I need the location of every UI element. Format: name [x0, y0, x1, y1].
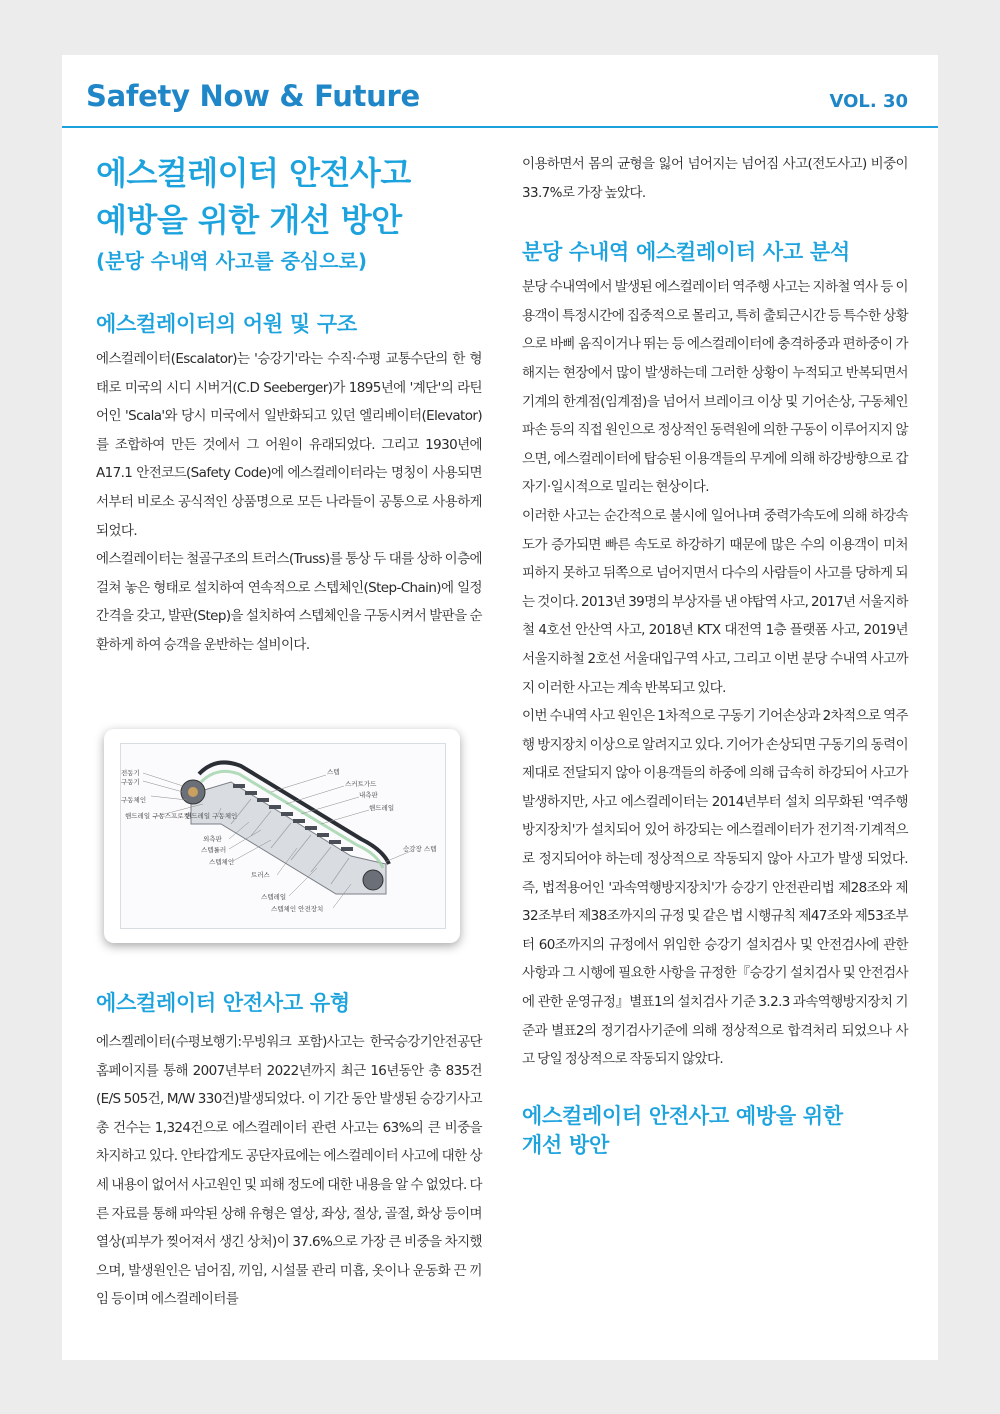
- section-heading-prevention: [522, 1102, 908, 1160]
- label-outer-panel: 외측판: [203, 835, 222, 843]
- article-subtitle: (분당 수내역 사고를 중심으로): [96, 249, 368, 273]
- escalator-structure-figure: [104, 729, 460, 943]
- label-handrail: 핸드레일: [369, 804, 395, 812]
- label-handrail-sprocket: 핸드레일 구동스프로킷: [125, 812, 190, 820]
- section-heading-origin: 에스컬레이터의 어원 및 구조: [96, 312, 357, 336]
- label-landing-step: 승강장 스텝: [403, 845, 437, 853]
- paragraph-origin-1: 에스컬레이터(Escalator)는 '승강기'라는 수직·수평 교통수단의 한 형태로 미국의 시디 시버거(C.D Seeberger)가 1895년에 '계단'의 라틴어인 'Scala'와 당시 미국에서 일반화되고 있던 엘리베이터(Elevator)를 조합하여 만든 것에서 그 어원이 유래되었다. 그리고 1930년에 A17.1 안전코드(Safety Code)에 에스컬레이터라는 명칭이 사용되면서부터 비로소 공식적인 상품명으로 모든 나라들이 공통으로 사용하게 되었다.: [96, 351, 482, 539]
- section-heading-analysis: 분당 수내역 에스컬레이터 사고 분석: [522, 240, 850, 265]
- article-title: [96, 150, 482, 244]
- section-heading-prevention-line2: 개선 방안: [522, 1132, 609, 1157]
- paragraph-types-1: 에스켈레이터(수평보행기:무빙워크 포함)사고는 한국승강기안전공단 홈페이지를 통해 2007년부터 2022년까지 최근 16년동안 총 835건(E/S 505건, M/W 330건)발생되었다. 이 기간 동안 발생된 승강기사고 총 건수는 1,324건으로 에스컬레이터 관련 사고는 63%의 큰 비중을 차지하고 있다. 안타깝게도 공단자료에는 에스컬레이터 사고에 대한 상세 내용이 없어서 사고원인 및 피해 정도에 대한 내용을 알 수 없었다. 다른 자료를 통해 파악된 상해 유형은 열상, 좌상, 절상, 골절, 화상 등이며 열상(피부가 찢어져서 생긴 상처)이 37.6%으로 가장 큰 비중을 차지했으며, 발생원인은 넘어짐, 끼임, 시설물 관리 미흡, 옷이나 운동화 끈 끼임 등이며 에스컬레이터를: [96, 1034, 482, 1308]
- figure-canvas: [120, 743, 446, 929]
- section-heading-prevention-line1: 에스컬레이터 안전사고 예방을 위한: [522, 1103, 843, 1128]
- right-column: [522, 150, 908, 1160]
- label-truss: 트러스: [251, 871, 270, 879]
- escalator-diagram: [121, 744, 447, 930]
- paragraph-analysis-3: 이번 수내역 사고 원인은 1차적으로 구동기 기어손상과 2차적으로 역주행 방지장치 이상으로 알려지고 있다. 기어가 손상되면 구동기의 동력이 제대로 전달되지 않아 이용객들의 하중에 의해 급속히 하강되어 사고가 발생하지만, 사고 에스컬레이터는 2014년부터 설치 의무화된 '역주행 방지장치'가 설치되어 있어 하강되는 에스컬레이터가 전기적·기계적으로 정지되어야 하는데 정상적으로 작동되지 않아 사고가 발생 되었다. 즉, 법적용어인 '과속역행방지장치'가 승강기 안전관리법 제28조와 제32조부터 제38조까지의 규정 및 같은 법 시행규칙 제47조와 제53조부터 60조까지의 규정에서 위임한 승강기 설치검사 및 안전검사에 관한 사항과 그 시행에 필요한 사항을 규정한『승강기 설치검사 및 안전검사에 관한 운영규정』별표1의 설치검사 기준 3.2.3 과속역행방지장치 기준과 별표2의 정기검사기준에 의해 정상적으로 합격처리 되었으나 사고 당일 정상적으로 작동되지 않았다.: [522, 708, 909, 1068]
- label-drive-chain: 구동체인: [121, 796, 147, 804]
- label-inner-panel: 내측판: [359, 791, 378, 799]
- label-drive: 구동기: [121, 778, 140, 786]
- paragraph-analysis-1: 분당 수내역에서 발생된 에스컬레이터 역주행 사고는 지하철 역사 등 이용객이 특정시간에 집중적으로 몰리고, 특히 출퇴근시간 등 특수한 상황으로 바삐 움직이거나 뛰는 등 에스컬레이터에 충격하중과 편하중이 가해지는 현장에서 많이 발생하는데 그러한 상황이 누적되고 반복되면서 기계의 한계점(임계점)을 넘어서 브레이크 이상 및 기어손상, 구동체인 파손 등의 직접 원인으로 정상적인 동력원에 의한 구동이 이루어지지 않으면, 에스컬레이터에 탑승된 이용객들의 무게에 의해 하강방향으로 갑자기·일시적으로 밀리는 현상이다.: [522, 279, 909, 496]
- publication-brand: Safety Now & Future: [86, 79, 420, 113]
- label-step-chain: 스텝체인: [209, 858, 235, 866]
- label-step-rail: 스텝레일: [261, 893, 287, 901]
- label-step-roller: 스텝롤러: [201, 846, 227, 854]
- paragraph-types-continued: 이용하면서 몸의 균형을 잃어 넘어지는 넘어짐 사고(전도사고) 비중이 33.7%로 가장 높았다.: [522, 156, 908, 201]
- label-step-chain-safety: 스텝체인 안전장치: [271, 905, 324, 913]
- drive-sprocket: [188, 787, 198, 797]
- volume-number: VOL. 30: [829, 91, 908, 112]
- article-title-line1: 에스컬레이터 안전사고: [96, 154, 411, 192]
- paragraph-analysis-2: 이러한 사고는 순간적으로 불시에 일어나며 중력가속도에 의해 하강속도가 증가되면 빠른 속도로 하강하기 때문에 많은 수의 이용객이 미처 피하지 못하고 뒤쪽으로 넘어지면서 다수의 사람들이 사고를 당하게 되는 것이다. 2013년 39명의 부상자를 낸 야탑역 사고, 2017년 서울지하철 4호선 안산역 사고, 2018년 KTX 대전역 1층 플랫폼 사고, 2019년 서울지하철 2호선 서울대입구역 사고, 그리고 이번 분당 수내역 사고까지 이러한 사고는 계속 반복되고 있다.: [522, 507, 908, 696]
- page: [62, 55, 938, 1360]
- label-step: 스텝: [327, 768, 340, 776]
- label-handrail-chain: 핸드레일 구동체인: [185, 812, 238, 820]
- section-heading-types: 에스컬레이터 안전사고 유형: [96, 991, 350, 1015]
- lower-sprocket: [363, 870, 383, 890]
- label-motor: 전동기: [121, 769, 140, 777]
- article-title-line2: 예방을 위한 개선 방안: [96, 201, 402, 239]
- paragraph-origin-2: 에스컬레이터는 철골구조의 트러스(Truss)를 통상 두 대를 상하 이층에 걸쳐 놓은 형태로 설치하여 연속적으로 스텝체인(Step-Chain)에 일정간격을 갖고, 발판(Step)을 설치하여 스텝체인을 구동시켜서 발판을 순환하게 하여 승객을 운반하는 설비이다.: [96, 551, 482, 653]
- header: [62, 55, 938, 128]
- label-skirt-guard: 스커트가드: [345, 780, 377, 788]
